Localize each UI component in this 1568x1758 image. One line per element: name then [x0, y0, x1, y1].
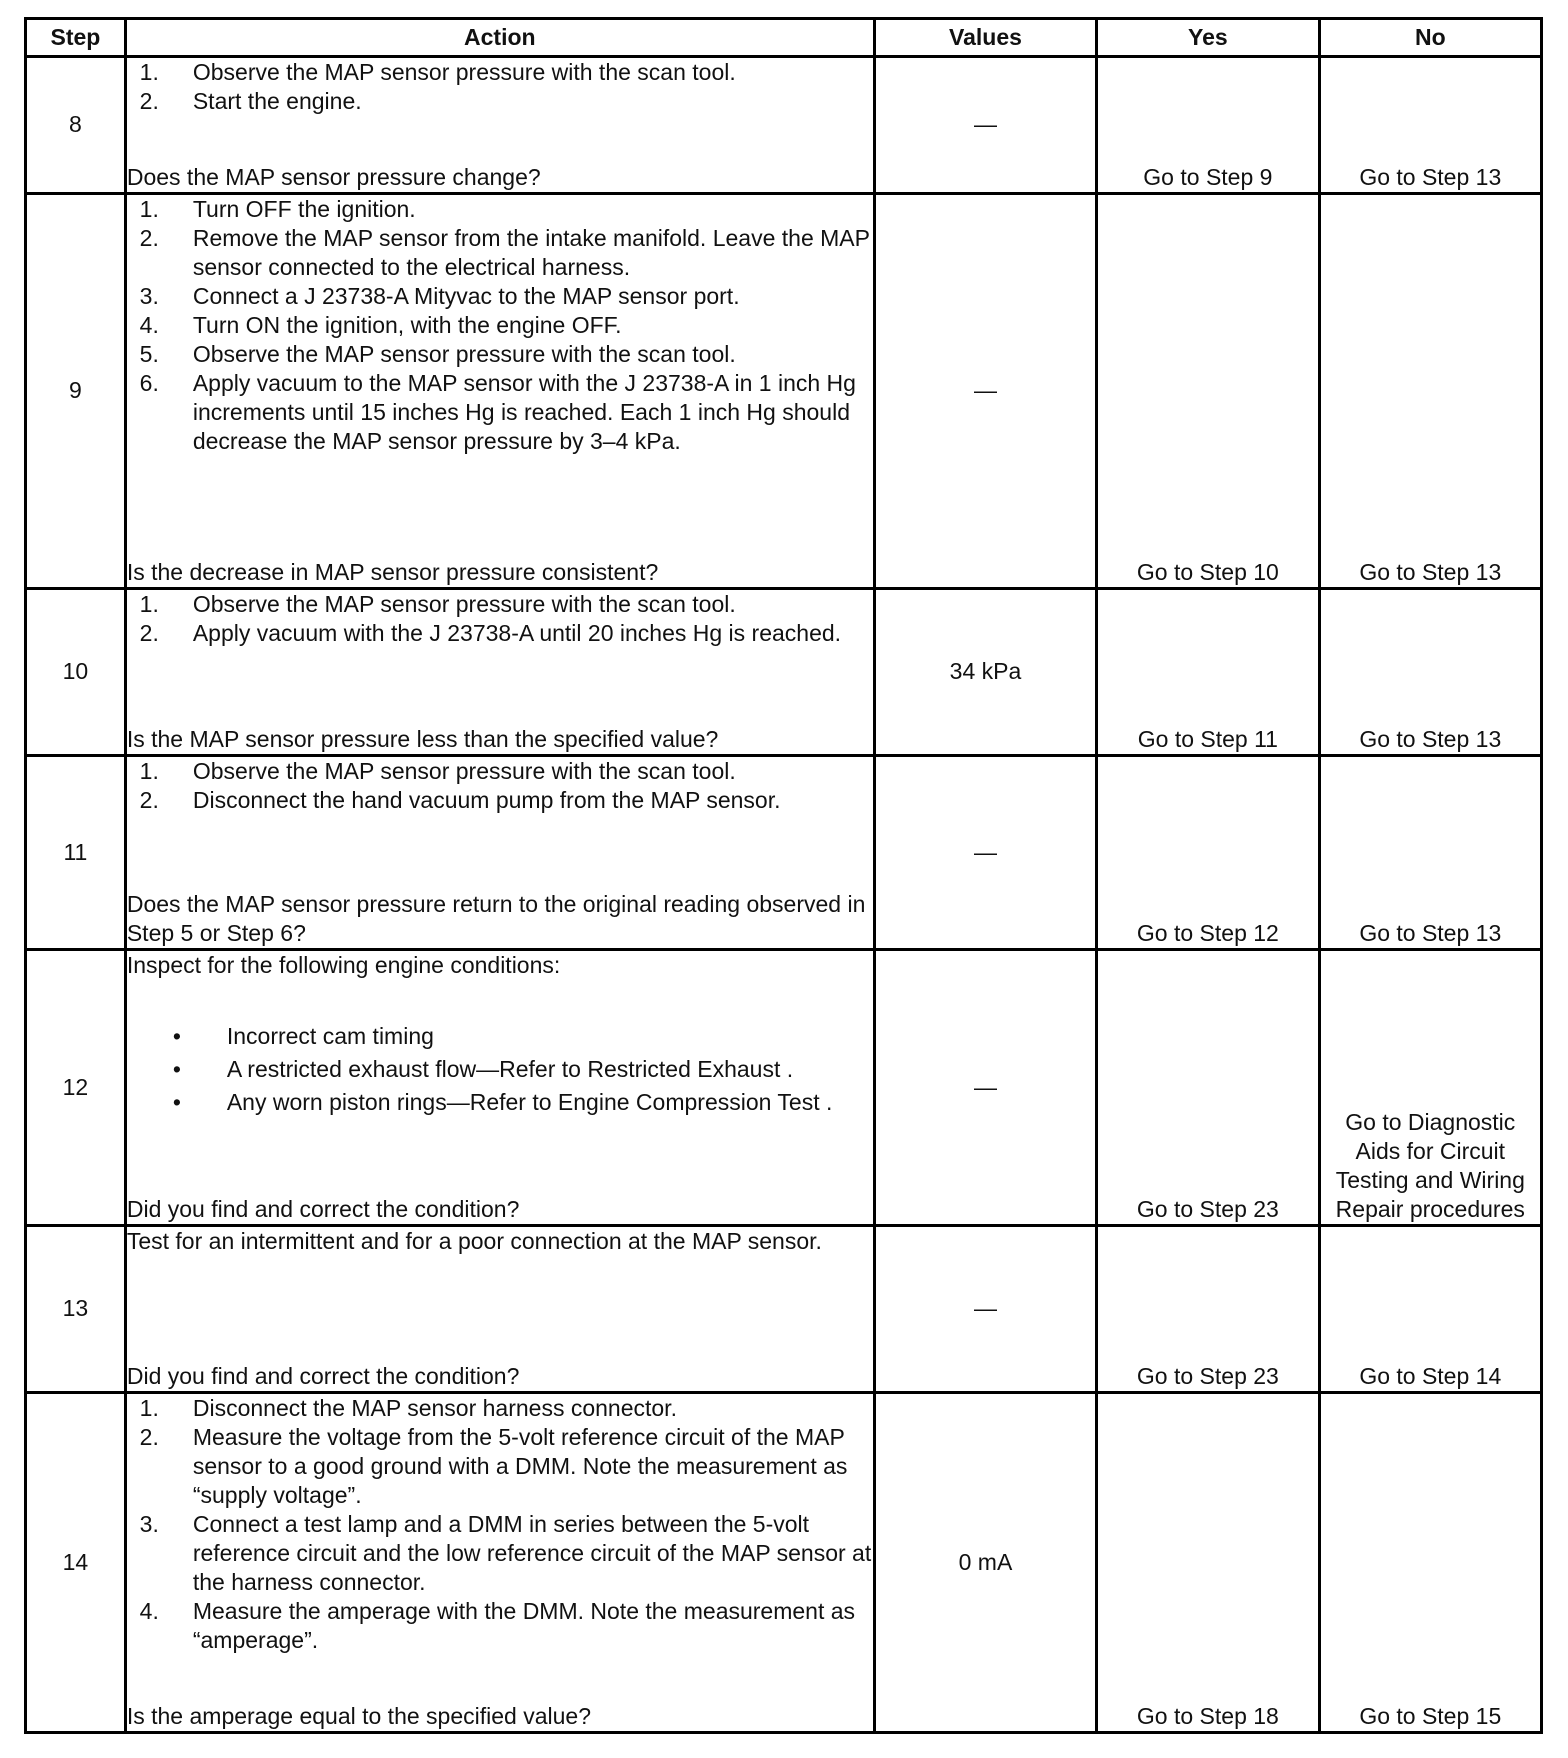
list-item: 3. Connect a J 23738-A Mityvac to the MAP sensor port.: [139, 282, 740, 309]
list-item: 2. Start the engine.: [139, 88, 362, 114]
action-intro: Inspect for the following engine conditions:: [126, 952, 561, 979]
action-question: Is the MAP sensor pressure less than the specified value?: [126, 725, 719, 752]
value-cell: 0 mA: [874, 1392, 1096, 1732]
table-row: [26, 193, 1542, 588]
no-cell: Go to Step 13: [1319, 193, 1541, 588]
action-cell: [125, 1392, 874, 1732]
condition-list: [127, 1022, 873, 1117]
yes-cell: Go to Step 10: [1097, 193, 1319, 588]
header-step: Step: [26, 19, 126, 57]
value-cell: —: [874, 57, 1096, 194]
yes-cell: Go to Step 23: [1097, 950, 1319, 1225]
no-cell: Go to Step 13: [1319, 57, 1541, 194]
list-item: 2. Disconnect the hand vacuum pump from the MAP sensor.: [139, 786, 781, 813]
action-cell: [125, 193, 874, 588]
action-steps: [127, 58, 873, 116]
list-item: 2. Remove the MAP sensor from the intake manifold. Leave the MAP sensor connected to the electrical harness.: [139, 224, 870, 280]
action-question: Did you find and correct the condition?: [126, 1195, 520, 1222]
action-cell: [125, 57, 874, 194]
action-cell: [125, 588, 874, 755]
list-item: • Incorrect cam timing: [172, 1023, 434, 1050]
header-values: Values: [874, 19, 1096, 57]
action-cell: [125, 950, 874, 1225]
list-item: 1. Observe the MAP sensor pressure with the scan tool.: [139, 757, 736, 784]
step-number: 13: [26, 1225, 126, 1392]
step-number: 14: [26, 1392, 126, 1732]
step-number: 10: [26, 588, 126, 755]
header-no: No: [1319, 19, 1541, 57]
value-cell: —: [874, 755, 1096, 950]
value-cell: —: [874, 193, 1096, 588]
action-steps: [127, 1394, 873, 1655]
header-action: Action: [125, 19, 874, 57]
table-row: [26, 755, 1542, 950]
list-item: 2. Apply vacuum with the J 23738-A until 20 inches Hg is reached.: [139, 619, 842, 646]
step-number: 8: [26, 57, 126, 194]
list-item: 5. Observe the MAP sensor pressure with the scan tool.: [139, 340, 736, 367]
action-question: Is the amperage equal to the specified value?: [126, 1703, 591, 1729]
header-yes: Yes: [1097, 19, 1319, 57]
yes-cell: Go to Step 18: [1097, 1392, 1319, 1732]
action-question: Did you find and correct the condition?: [126, 1362, 520, 1389]
action-cell: [125, 755, 874, 950]
list-item: 1. Observe the MAP sensor pressure with the scan tool.: [139, 590, 736, 617]
yes-cell: Go to Step 23: [1097, 1225, 1319, 1392]
list-item: 4. Measure the amperage with the DMM. Note the measurement as “amperage”.: [139, 1597, 856, 1653]
no-cell: Go to Step 13: [1319, 588, 1541, 755]
step-number: 12: [26, 950, 126, 1225]
value-cell: —: [874, 1225, 1096, 1392]
list-item: 3. Connect a test lamp and a DMM in series between the 5-volt reference circuit and the low reference circuit of the MAP sensor at the harness connector.: [139, 1510, 872, 1595]
action-steps: [127, 590, 873, 648]
list-item: 2. Measure the voltage from the 5-volt reference circuit of the MAP sensor to a good ground with a DMM. Note the measurement as “supply voltage”.: [139, 1423, 848, 1508]
no-cell: Go to Step 14: [1319, 1225, 1541, 1392]
list-item: 1. Observe the MAP sensor pressure with the scan tool.: [139, 59, 736, 85]
action-question: Does the MAP sensor pressure return to the original reading observed in Step 5 or Step 6?: [126, 891, 866, 947]
list-item: 1. Disconnect the MAP sensor harness connector.: [139, 1394, 677, 1421]
no-cell: Go to Step 13: [1319, 755, 1541, 950]
action-cell: [125, 1225, 874, 1392]
list-item: 1. Turn OFF the ignition.: [139, 195, 416, 222]
value-cell: 34 kPa: [874, 588, 1096, 755]
yes-cell: Go to Step 9: [1097, 57, 1319, 194]
table-row: [26, 1225, 1542, 1392]
yes-cell: Go to Step 11: [1097, 588, 1319, 755]
list-item: • A restricted exhaust flow—Refer to Restricted Exhaust .: [172, 1056, 794, 1083]
step-number: 9: [26, 193, 126, 588]
table-row: [26, 588, 1542, 755]
action-question: Does the MAP sensor pressure change?: [126, 163, 541, 190]
diagnostic-table: [24, 17, 1543, 1734]
action-steps: [127, 195, 873, 456]
step-number: 11: [26, 755, 126, 950]
header-row: [26, 19, 1542, 57]
action-question: Is the decrease in MAP sensor pressure consistent?: [126, 558, 659, 585]
table-row: [26, 1392, 1542, 1732]
list-item: 4. Turn ON the ignition, with the engine OFF.: [139, 311, 622, 338]
action-steps: [127, 757, 873, 815]
list-item: 6. Apply vacuum to the MAP sensor with the J 23738-A in 1 inch Hg increments until 15 inches Hg is reached. Each 1 inch Hg should decrease the MAP sensor pressure by 3–4 kPa.: [139, 369, 856, 454]
action-intro: Test for an intermittent and for a poor connection at the MAP sensor.: [126, 1227, 822, 1254]
yes-cell: Go to Step 12: [1097, 755, 1319, 950]
no-cell: Go to Diagnostic Aids for Circuit Testing and Wiring Repair procedures: [1319, 950, 1541, 1225]
table-row: [26, 950, 1542, 1225]
no-cell: Go to Step 15: [1319, 1392, 1541, 1732]
list-item: • Any worn piston rings—Refer to Engine Compression Test .: [172, 1089, 833, 1116]
value-cell: —: [874, 950, 1096, 1225]
table-row: [26, 57, 1542, 194]
